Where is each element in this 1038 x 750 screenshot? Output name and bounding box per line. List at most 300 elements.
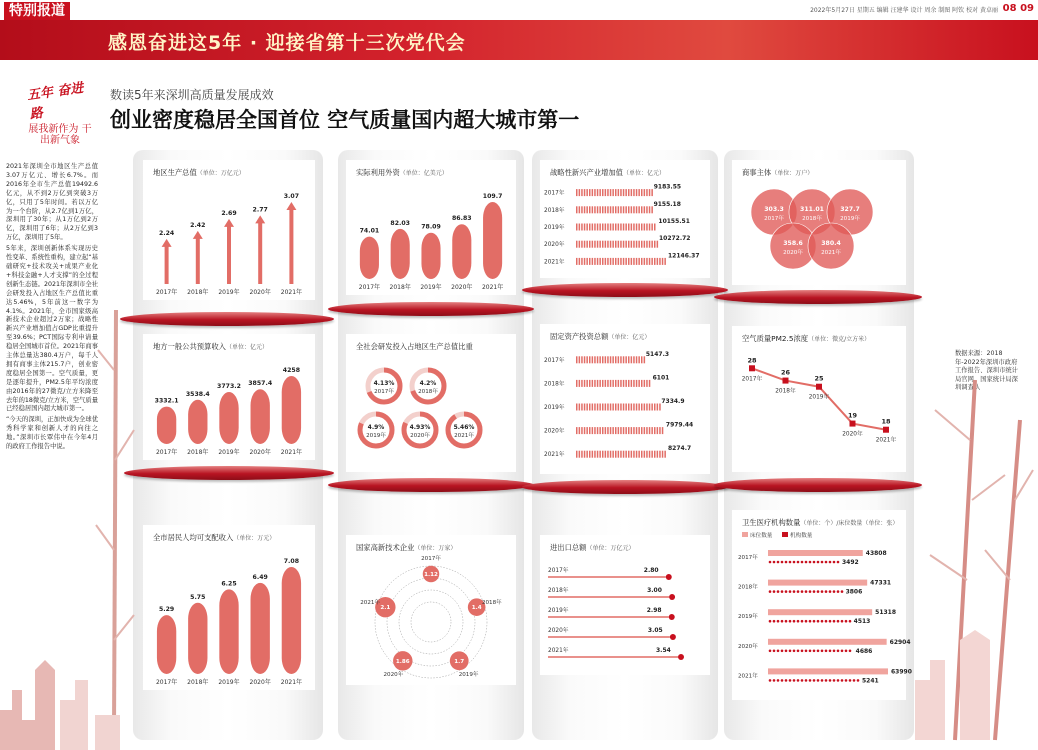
bar-dot <box>785 620 788 623</box>
tick-label: 2019年 <box>548 608 569 614</box>
bar-segment <box>602 427 604 434</box>
bar-dot <box>777 650 780 653</box>
bar-segment <box>636 356 638 363</box>
bar-dot <box>837 620 840 623</box>
bar-segment <box>638 224 640 231</box>
data-label: 2.80 <box>643 567 659 574</box>
bar-dot <box>789 679 792 682</box>
bar-segment <box>602 356 604 363</box>
bar-dot <box>841 679 844 682</box>
legend-swatch <box>742 532 748 537</box>
bar-dot <box>829 561 832 564</box>
bar-segment <box>633 427 635 434</box>
bar-segment <box>615 427 617 434</box>
bar-segment <box>636 258 638 265</box>
tick-label: 2019年 <box>544 405 565 411</box>
tick-label: 2018年 <box>802 216 822 222</box>
bar-dot <box>821 679 824 682</box>
bar-dot <box>809 620 812 623</box>
bar-segment <box>579 224 581 231</box>
bar-segment <box>605 206 607 213</box>
banner <box>0 20 1038 60</box>
data-label: 1.4 <box>471 605 482 612</box>
bar-dot <box>789 561 792 564</box>
data-label: 3.07 <box>283 193 300 200</box>
bar-dot <box>833 650 836 653</box>
bar-dot <box>773 620 776 623</box>
bar-dot <box>805 620 808 623</box>
bar-segment <box>579 258 581 265</box>
tick-label: 2020年 <box>383 671 404 678</box>
bar-segment <box>589 356 591 363</box>
bar-dot <box>829 590 832 593</box>
bar-segment <box>633 241 635 248</box>
tick-label: 2017年 <box>155 449 178 456</box>
bar-dot <box>853 679 856 682</box>
bar-dot <box>837 650 840 653</box>
bar-segment <box>646 241 648 248</box>
tick-label: 2021年 <box>544 259 565 266</box>
legend-swatch <box>782 532 788 537</box>
tick-label: 2019年 <box>218 289 240 296</box>
data-label: 51318 <box>875 609 897 617</box>
bar-segment <box>594 258 596 265</box>
bar-segment <box>636 404 638 411</box>
bar-arrowhead <box>224 219 234 227</box>
bar-segment <box>649 404 651 411</box>
bar-segment <box>638 241 640 248</box>
data-label: 26 <box>780 368 791 377</box>
bar <box>768 639 887 645</box>
bar-segment <box>579 380 581 387</box>
bar-segment <box>581 356 583 363</box>
bar-segment <box>623 189 625 196</box>
bar-segment <box>612 356 614 363</box>
bar-segment <box>644 241 646 248</box>
bamboo-ring <box>714 478 922 492</box>
bar-segment <box>610 356 612 363</box>
data-label: 2.98 <box>646 607 662 614</box>
bar-segment <box>592 380 594 387</box>
bar-segment <box>633 206 635 213</box>
chart-budget-revenue <box>143 334 315 460</box>
bar-segment <box>607 404 609 411</box>
bar-segment <box>620 404 622 411</box>
bar-segment <box>631 241 633 248</box>
bar-segment <box>612 189 614 196</box>
bar <box>157 615 176 674</box>
tick-label: 2020年 <box>544 242 565 249</box>
bar-segment <box>633 356 635 363</box>
bar-segment <box>576 241 578 248</box>
bar-dot <box>809 650 812 653</box>
chart-title: 卫生医疗机构数量（单位：个）/床位数量（单位：张） <box>742 518 899 527</box>
bar-segment <box>625 258 627 265</box>
bar-segment <box>657 404 659 411</box>
bar-segment <box>581 241 583 248</box>
data-label: 74.01 <box>359 227 380 235</box>
data-label: 3773.2 <box>217 383 241 391</box>
bar-dot <box>797 590 800 593</box>
bar-segment <box>620 189 622 196</box>
tick-label: 2017年 <box>741 376 763 383</box>
bar-dot <box>829 620 832 623</box>
tick-label: 2021年 <box>544 452 565 459</box>
top-bar <box>0 0 1038 20</box>
bar-segment <box>599 241 601 248</box>
bar-dot <box>793 590 796 593</box>
bar-dot <box>813 679 816 682</box>
tick-label: 2017年 <box>358 284 381 291</box>
bar-segment <box>654 241 656 248</box>
bar-segment <box>618 241 620 248</box>
chart-high-tech-enterprises <box>346 535 516 685</box>
tick-label: 2021年 <box>280 679 303 686</box>
bar-segment <box>625 380 627 387</box>
bar-segment <box>602 189 604 196</box>
tick-label: 2018年 <box>775 388 796 395</box>
data-label: 12146.37 <box>668 252 700 260</box>
bar-segment <box>638 380 640 387</box>
bar-segment <box>620 356 622 363</box>
bar-dot <box>773 650 776 653</box>
page-number: 08 09 <box>1002 3 1034 14</box>
bar-dot <box>777 679 780 682</box>
bar-dot <box>797 679 800 682</box>
bamboo-ring <box>328 302 534 316</box>
bar-segment <box>586 189 588 196</box>
bar-segment <box>618 380 620 387</box>
bar-segment <box>620 224 622 231</box>
bar-segment <box>599 404 601 411</box>
tick-label: 2017年 <box>155 679 178 686</box>
bar-arrowhead <box>162 239 172 247</box>
tick-label: 2018年 <box>187 449 209 456</box>
data-label: 5.75 <box>190 593 206 601</box>
bar-segment <box>625 241 627 248</box>
intro-article <box>6 163 98 454</box>
radial-ring <box>411 602 451 642</box>
bar-dot <box>813 650 816 653</box>
tick-label: 2021年 <box>548 648 569 654</box>
logo <box>22 80 94 150</box>
bar-segment <box>586 241 588 248</box>
tick-label: 2017年 <box>544 190 565 197</box>
chart-foreign-investment <box>346 160 516 295</box>
bar-segment <box>589 451 591 458</box>
bamboo-ring <box>328 478 534 492</box>
bar-segment <box>628 224 630 231</box>
bar-segment <box>633 189 635 196</box>
bar-segment <box>602 241 604 248</box>
bar-segment <box>659 258 661 265</box>
bar-segment <box>589 427 591 434</box>
data-label: 19 <box>847 411 858 420</box>
bar-segment <box>631 258 633 265</box>
bar-segment <box>607 451 609 458</box>
tick-label: 2019年 <box>840 216 860 222</box>
data-label: 7334.9 <box>661 398 685 405</box>
bar <box>227 225 231 284</box>
bar-segment <box>654 427 656 434</box>
tick-label: 2019年 <box>544 225 565 231</box>
data-label: 3492 <box>841 559 859 566</box>
bar-dot <box>793 679 796 682</box>
bar-segment <box>644 206 646 213</box>
bar-segment <box>581 189 583 196</box>
bar-segment <box>662 258 664 265</box>
bar-segment <box>615 404 617 411</box>
bar-segment <box>615 189 617 196</box>
bar-segment <box>631 427 633 434</box>
bar-segment <box>584 206 586 213</box>
bar <box>768 668 888 674</box>
data-label: 10155.51 <box>658 218 690 225</box>
bar-segment <box>636 241 638 248</box>
bar <box>483 202 502 279</box>
bar-segment <box>618 427 620 434</box>
bamboo-ring <box>522 283 728 297</box>
bar-dot <box>833 679 836 682</box>
tick-label: 2019年 <box>218 449 240 456</box>
bar-dot <box>829 679 832 682</box>
bar-segment <box>594 206 596 213</box>
bar-segment <box>599 356 601 363</box>
bar <box>768 609 872 615</box>
bar-segment <box>594 451 596 458</box>
bar-segment <box>646 258 648 265</box>
bar-segment <box>646 380 648 387</box>
chart-title: 进出口总额（单位：万亿元） <box>550 543 635 552</box>
data-label: 3332.1 <box>154 397 179 405</box>
bar-segment <box>589 258 591 265</box>
bar-segment <box>597 356 599 363</box>
bar-segment <box>618 356 620 363</box>
bar-segment <box>594 380 596 387</box>
bar-segment <box>620 241 622 248</box>
bar-segment <box>657 241 659 248</box>
data-label: 28 <box>747 356 757 365</box>
bar-segment <box>615 258 617 265</box>
bar-segment <box>597 380 599 387</box>
bar-segment <box>654 258 656 265</box>
data-label: 4513 <box>853 618 871 626</box>
tick-label: 2020年 <box>738 643 758 650</box>
bar-segment <box>579 356 581 363</box>
bar-segment <box>641 404 643 411</box>
data-point <box>670 634 676 640</box>
bar-segment <box>605 258 607 265</box>
bar-segment <box>628 427 630 434</box>
data-label: 109.7 <box>482 193 503 200</box>
bar-segment <box>602 404 604 411</box>
bar-dot <box>845 679 848 682</box>
bamboo-ring <box>120 312 334 326</box>
bar-dot <box>825 650 828 653</box>
radial-ring <box>399 590 463 654</box>
chart-title: 实际利用外资（单位：亿美元） <box>356 168 448 177</box>
bar-segment <box>605 427 607 434</box>
bar-segment <box>602 258 604 265</box>
bar-segment <box>610 189 612 196</box>
tick-label: 2020年 <box>783 250 803 256</box>
bar-segment <box>597 189 599 196</box>
bar-dot <box>805 561 808 564</box>
bar-segment <box>641 241 643 248</box>
bar-segment <box>589 189 591 196</box>
bar-dot <box>809 561 812 564</box>
bar-dot <box>817 679 820 682</box>
bar-dot <box>769 620 772 623</box>
chart-trade-volume <box>540 535 710 675</box>
bar-segment <box>576 258 578 265</box>
bar-dot <box>805 590 808 593</box>
bar-dot <box>829 650 832 653</box>
data-label: 6.25 <box>221 580 237 588</box>
bar-segment <box>592 356 594 363</box>
bar-dot <box>805 679 808 682</box>
data-label: 6101 <box>652 374 670 382</box>
bar-dot <box>797 650 800 653</box>
bar-segment <box>628 189 630 196</box>
bar <box>768 550 863 556</box>
bar-segment <box>599 258 601 265</box>
chart-pm25 <box>732 326 906 472</box>
bar-segment <box>592 241 594 248</box>
intro-paragraph: 2021年深圳全市地区生产总值3.07万亿元、增长6.7%。而2016年全市生产总值19492.6亿元，从不到2万亿到突破3万亿，只用了5年时间。若以万亿为一个台阶，从2.7亿到1万亿，深圳用了30年；从1万亿到2万亿，深圳用了6年；从2万亿到3万亿，深圳用了5年。 <box>6 163 98 242</box>
bar-dot <box>777 561 780 564</box>
data-label: 4.9% <box>367 424 385 431</box>
data-label: 3.05 <box>647 627 663 634</box>
tick-label: 2021年 <box>821 250 841 256</box>
tick-label: 2019年 <box>738 614 758 621</box>
data-label: 5.46% <box>453 424 475 431</box>
bar-dot <box>817 650 820 653</box>
bar-segment <box>586 427 588 434</box>
bar-arrowhead <box>286 202 296 210</box>
bar-dot <box>845 650 848 653</box>
bar-dot <box>801 650 804 653</box>
bar-segment <box>615 380 617 387</box>
bar-segment <box>589 380 591 387</box>
tick-label: 2020年 <box>249 449 271 456</box>
chart-rd-ratio <box>346 334 516 472</box>
bar-arrowhead <box>255 215 265 223</box>
bar <box>258 221 262 284</box>
data-label: 3857.4 <box>248 380 273 388</box>
bar-dot <box>801 561 804 564</box>
bar-segment <box>610 241 612 248</box>
bar-segment <box>584 224 586 231</box>
data-label: 2.69 <box>221 209 237 217</box>
bar-dot <box>781 561 784 564</box>
tick-label: 2019年 <box>458 671 479 678</box>
data-label: 10272.72 <box>658 235 691 243</box>
bar-segment <box>623 224 625 231</box>
legend-label: 机构数量 <box>790 533 813 539</box>
bar-dot <box>833 561 836 564</box>
bar-segment <box>646 206 648 213</box>
bar-segment <box>644 224 646 231</box>
bar-dot <box>773 561 776 564</box>
bar-segment <box>631 451 633 458</box>
tick-label: 2018年 <box>187 289 209 296</box>
bamboo-decoration-right <box>915 380 1035 740</box>
bar-dot <box>833 590 836 593</box>
tick-label: 2020年 <box>548 628 569 634</box>
bar-segment <box>625 427 627 434</box>
radial-ring <box>375 566 487 678</box>
bar-dot <box>821 561 824 564</box>
bar-segment <box>625 206 627 213</box>
bar-segment <box>581 380 583 387</box>
data-label: 5241 <box>862 677 879 685</box>
bar-segment <box>649 427 651 434</box>
data-label: 82.03 <box>390 219 410 227</box>
data-label: 327.7 <box>840 206 860 213</box>
data-label: 1.86 <box>395 658 410 665</box>
section-label: 特别报道 <box>4 2 70 20</box>
bar-segment <box>657 427 659 434</box>
bar-segment <box>607 206 609 213</box>
bar-segment <box>641 189 643 196</box>
tick-label: 2018年 <box>544 381 565 388</box>
chart-market-entities <box>732 160 906 285</box>
bar-segment <box>644 356 646 363</box>
bar-segment <box>586 451 588 458</box>
bar-segment <box>584 380 586 387</box>
bar-segment <box>612 224 614 231</box>
bar-segment <box>651 189 653 196</box>
bar-segment <box>586 224 588 231</box>
bar-segment <box>659 451 661 458</box>
bar-segment <box>657 258 659 265</box>
bar-segment <box>597 258 599 265</box>
bar-segment <box>628 258 630 265</box>
bar-segment <box>592 224 594 231</box>
bar-segment <box>607 241 609 248</box>
bar-segment <box>612 258 614 265</box>
bar-segment <box>605 380 607 387</box>
bar-segment <box>584 189 586 196</box>
bar-segment <box>597 427 599 434</box>
data-label: 1.7 <box>454 658 465 665</box>
bar-segment <box>602 224 604 231</box>
tick-label: 2021年 <box>280 449 303 456</box>
tick-label: 2017年 <box>548 568 569 574</box>
chart-title: 空气质量PM2.5浓度（单位：微克/立方米） <box>742 334 871 343</box>
bar-segment <box>612 427 614 434</box>
tick-label: 2021年 <box>360 600 381 607</box>
bar-segment <box>644 404 646 411</box>
bar-segment <box>599 380 601 387</box>
bar-dot <box>849 679 852 682</box>
bar-segment <box>586 258 588 265</box>
bar-segment <box>641 224 643 231</box>
bar-dot <box>809 679 812 682</box>
bar-dot <box>813 561 816 564</box>
bar-segment <box>633 380 635 387</box>
chart-medical-institutions <box>732 510 912 700</box>
data-point <box>816 384 822 390</box>
bar-segment <box>649 380 651 387</box>
bar-segment <box>636 206 638 213</box>
chart-title: 全社会研发投入占地区生产总值比重 <box>356 342 473 351</box>
data-label: 86.83 <box>452 215 472 223</box>
bar-dot <box>785 679 788 682</box>
bar-segment <box>599 189 601 196</box>
tick-label: 2020年 <box>410 433 430 439</box>
